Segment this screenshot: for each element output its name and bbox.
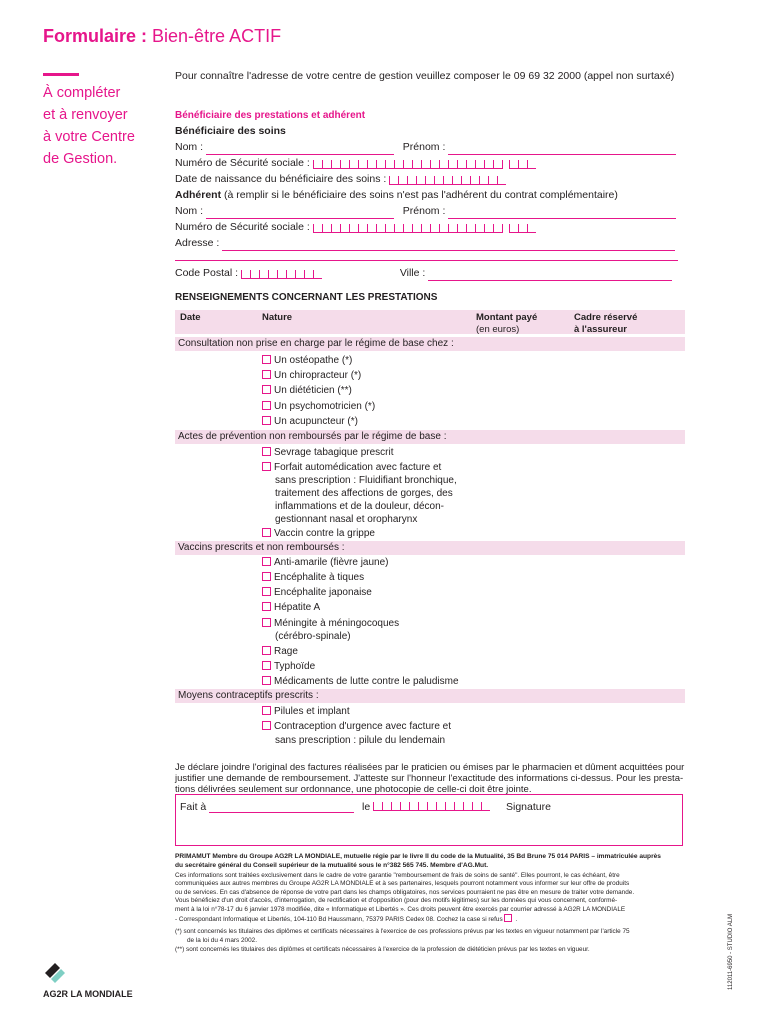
category-consultation: Consultation non prise en charge par le régime de base chez :	[175, 337, 685, 351]
list-item: Un diététicien (**)	[262, 384, 352, 397]
adherent-city-row: Code Postal : Ville :	[175, 266, 680, 281]
list-item: Un ostéopathe (*)	[262, 354, 352, 367]
list-item-continuation: inflammations et de la douleur, décon-	[275, 501, 444, 512]
col-montant-sub: (en euros)	[476, 324, 520, 335]
list-item: Vaccin contre la grippe	[262, 527, 375, 540]
beneficiary-secu-field[interactable]	[313, 160, 503, 169]
checkbox[interactable]	[262, 370, 271, 379]
beneficiary-secu-key-field[interactable]	[509, 160, 536, 169]
refus-checkbox[interactable]	[504, 914, 512, 922]
fait-a-field[interactable]	[209, 801, 354, 813]
list-item: Contraception d'urgence avec facture et	[262, 720, 451, 733]
checkbox[interactable]	[262, 572, 271, 581]
checkbox[interactable]	[262, 618, 271, 627]
adherent-heading: Adhérent (à remplir si le bénéficiaire des soins n'est pas l'adhérent du contrat complémentaire)	[175, 189, 618, 201]
privacy-text: Ces informations sont traitées exclusivement dans le cadre de votre garantie "remboursement de frais de soins de santé". Elles pourront, le cas échéant, être communiquées aux autres membres du Groupe AG2R LA MONDIALE et à ses partenaires, lesquels pourront notamment vous informer sur leur offre de produits ou de services. En cas d'absence de réponse de votre part dans les champs obligatoires, nos services pourraient ne pas être en mesure de traiter votre demande. Vous bénéficiez d'un droit d'accès, d'interrogation, de rectification et d'opposition (pour des motifs légitimes) sur les données qui vous concernent, conformé- ment à la loi n°78-17 du 6 janvier 1978 modifiée, dite « Informatique et Libertés ». Ces droits peuvent être exercés par courrier adressé à AG2R LA MONDIALE - Correspondant Informatique et Libertés, 104-110 Bd Haussmann, 75379 PARIS Cedex 08. Cochez la case si refus .	[175, 872, 635, 924]
checkbox[interactable]	[262, 557, 271, 566]
adherent-postal-field[interactable]	[241, 270, 322, 279]
beneficiary-nom-field[interactable]	[206, 143, 394, 155]
checkbox[interactable]	[262, 401, 271, 410]
adherent-address-field[interactable]	[222, 239, 675, 251]
checkbox[interactable]	[262, 355, 271, 364]
page-title: Formulaire : Bien-être ACTIF	[43, 26, 282, 46]
prestations-heading: RENSEIGNEMENTS CONCERNANT LES PRESTATIONS	[175, 292, 438, 303]
checkbox[interactable]	[262, 462, 271, 471]
adherent-secu-field[interactable]	[313, 224, 503, 233]
list-item: Un chiropracteur (*)	[262, 369, 361, 382]
adherent-secu-row: Numéro de Sécurité sociale :	[175, 220, 680, 235]
list-item: Sevrage tabagique prescrit	[262, 446, 394, 459]
list-item: Forfait automédication avec facture et	[262, 461, 441, 474]
list-item: Un acupuncteur (*)	[262, 415, 358, 428]
side-instructions: À compléter et à renvoyer à votre Centre de Gestion.	[43, 85, 135, 167]
declaration-text: Je déclare joindre l'original des factures réalisées par le praticien ou émises par le pharmacien et dûment acquittées pour justifier une demande de remboursement. J'atteste sur l'honneur l'exactitude des informations ci-dessus. Pour les presta- tions délivrées seulement sur ordonnance, une photocopie de celle-ci doit être jointe.	[175, 762, 685, 795]
col-date: Date	[180, 312, 201, 323]
adherent-name-row: Nom : Prénom :	[175, 204, 680, 219]
adherent-address-line-2[interactable]	[175, 260, 678, 261]
beneficiary-birth-field[interactable]	[389, 176, 506, 185]
checkbox[interactable]	[262, 706, 271, 715]
date-field[interactable]	[373, 802, 490, 811]
document-reference: 112011-6950 - STUDIO ALM	[728, 913, 734, 990]
list-item: Encéphalite japonaise	[262, 586, 372, 599]
checkbox[interactable]	[262, 661, 271, 670]
beneficiary-name-row: Nom : Prénom :	[175, 140, 680, 155]
checkbox[interactable]	[262, 447, 271, 456]
beneficiary-birth-row: Date de naissance du bénéficiaire des soins :	[175, 172, 680, 187]
list-item: Anti-amarile (fièvre jaune)	[262, 556, 389, 569]
list-item: Méningite à méningocoques	[262, 617, 399, 630]
list-item: Un psychomotricien (*)	[262, 400, 375, 413]
list-item-continuation: traitement des affections de gorges, des	[275, 488, 453, 499]
list-item-continuation: sans prescription : pilule du lendemain	[275, 735, 446, 746]
list-item: Typhoïde	[262, 660, 315, 673]
checkbox[interactable]	[262, 602, 271, 611]
col-nature: Nature	[262, 312, 293, 323]
checkbox[interactable]	[262, 528, 271, 537]
adherent-secu-key-field[interactable]	[509, 224, 536, 233]
signature-row: Fait à le Signature	[180, 801, 551, 813]
checkbox[interactable]	[262, 416, 271, 425]
signature-box	[175, 794, 683, 846]
list-item: Rage	[262, 645, 298, 658]
legal-mention: PRIMAMUT Membre du Groupe AG2R LA MONDIALE, mutuelle régie par le livre II du code de la Mutualité, 35 Bd Brune 75 014 PARIS – immatriculée auprès du secrétaire général du Conseil supérieur de la mutualité sous le n°382 565 745. Membre d'AG.Mut.	[175, 853, 661, 869]
checkbox[interactable]	[262, 676, 271, 685]
checkbox[interactable]	[262, 587, 271, 596]
list-item-continuation: gestionnant nasal et oropharynx	[275, 514, 418, 525]
beneficiary-prenom-field[interactable]	[448, 143, 676, 155]
checkbox[interactable]	[262, 721, 271, 730]
logo-text: AG2R LA MONDIALE	[43, 989, 133, 999]
adherent-ville-field[interactable]	[428, 269, 672, 281]
adherent-nom-field[interactable]	[206, 207, 394, 219]
beneficiary-subheading: Bénéficiaire des soins	[175, 125, 286, 137]
section-beneficiary-heading: Bénéficiaire des prestations et adhérent	[175, 110, 366, 121]
category-contraception: Moyens contraceptifs prescrits :	[175, 689, 685, 703]
beneficiary-secu-row: Numéro de Sécurité sociale :	[175, 156, 680, 171]
intro-text: Pour connaître l'adresse de votre centre de gestion veuillez composer le 09 69 32 2000 (appel non surtaxé)	[175, 70, 675, 82]
col-cadre-sub: à l'assureur	[574, 324, 627, 335]
list-item: Encéphalite à tiques	[262, 571, 364, 584]
checkbox[interactable]	[262, 385, 271, 394]
footnotes: (*) sont concernés les titulaires des diplômes et certificats nécessaires à l'exercice de ces professions prévus par les textes en vigueur notamment par l'article 75 de la loi du 4 mars 2002. (**) sont concernés les titulaires des diplômes et certificats nécessaires à l'exercice de la profession de diététicien prévus par les textes en vigueur.	[175, 928, 630, 953]
adherent-address-row: Adresse :	[175, 236, 680, 251]
list-item: Pilules et implant	[262, 705, 350, 718]
category-vaccins: Vaccins prescrits et non remboursés :	[175, 541, 685, 555]
adherent-prenom-field[interactable]	[448, 207, 676, 219]
list-item: Médicaments de lutte contre le paludisme	[262, 675, 459, 688]
accent-rule	[43, 73, 79, 76]
list-item: Hépatite A	[262, 601, 320, 614]
checkbox[interactable]	[262, 646, 271, 655]
col-cadre: Cadre réservé	[574, 312, 638, 323]
list-item-continuation: sans prescription : Fluidifiant bronchique,	[275, 475, 457, 486]
ag2r-logo-icon	[43, 961, 67, 985]
list-item-continuation: (cérébro-spinale)	[275, 631, 351, 642]
col-montant: Montant payé	[476, 312, 538, 323]
category-prevention: Actes de prévention non remboursés par le régime de base :	[175, 430, 685, 444]
